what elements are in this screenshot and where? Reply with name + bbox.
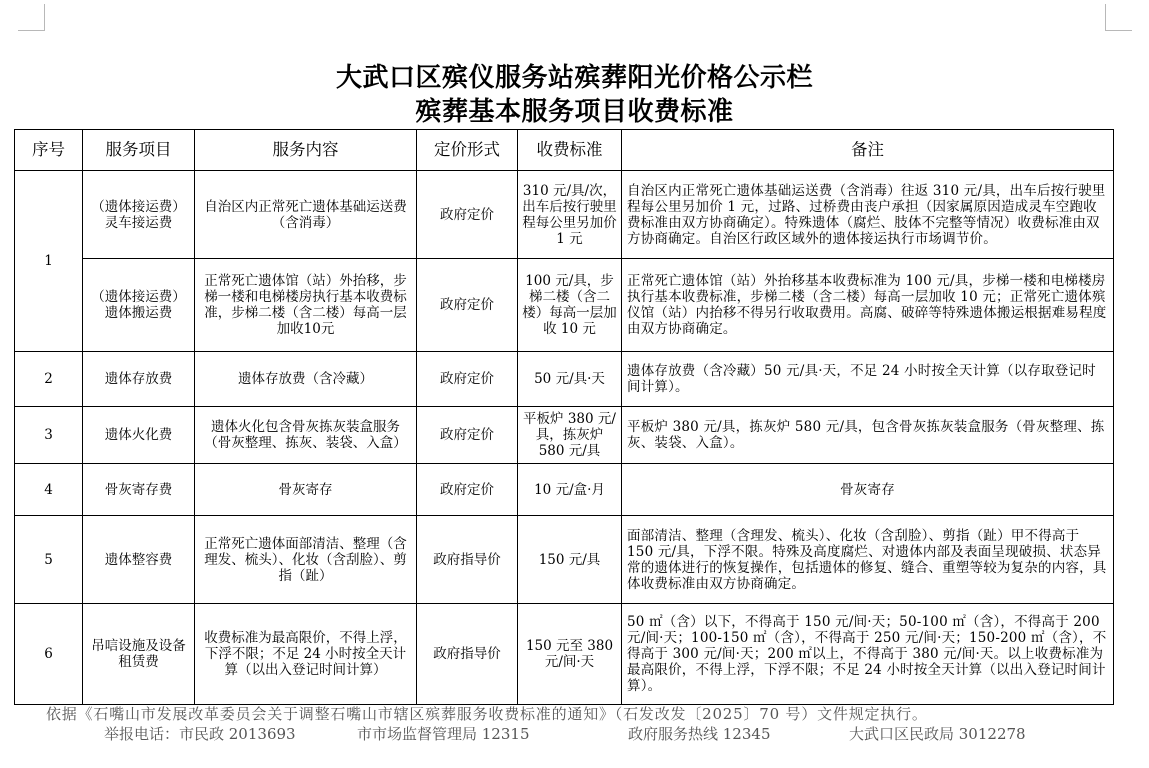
row-content: 自治区内正常死亡遗体基础运送费（含消毒） xyxy=(195,171,417,259)
row-item: 吊唁设施及设备租赁费 xyxy=(83,604,195,705)
contact-district-civil-affairs: 大武口区民政局 3012278 xyxy=(849,725,1026,743)
row-no: 6 xyxy=(15,604,83,705)
row-no: 4 xyxy=(15,464,83,516)
table-row xyxy=(15,171,1114,259)
crop-mark-top-right xyxy=(1105,4,1132,31)
contact-government-hotline: 政府服务热线 12345 xyxy=(628,725,771,743)
row-pricing: 政府指导价 xyxy=(417,516,518,604)
hotline-contacts xyxy=(104,725,1104,743)
page-subtitle: 殡葬基本服务项目收费标准 xyxy=(415,97,734,127)
row-item: 遗体火化费 xyxy=(83,407,195,464)
row-no: 3 xyxy=(15,407,83,464)
row-standard: 100 元/具，步梯二楼（含二楼）每高一层加收 10 元 xyxy=(518,259,622,352)
row-content: 遗体火化包含骨灰拣灰装盒服务（骨灰整理、拣灰、装袋、入盒） xyxy=(195,407,417,464)
row-standard: 平板炉 380 元/具，拣灰炉 580 元/具 xyxy=(518,407,622,464)
row-item: （遗体接运费）遗体搬运费 xyxy=(83,259,195,352)
row-standard: 150 元至 380 元/间·天 xyxy=(518,604,622,705)
fee-table xyxy=(14,129,1114,705)
row-remark: 面部清洁、整理（含理发、梳头）、化妆（含刮脸）、剪指（趾）甲不得高于 150 元/具，下浮不限。特殊及高度腐烂、对遗体内部及表面呈现破损、状态异常的遗体进行的恢复操作，包括遗体的修复、缝合、重塑等较为复杂的内容，具体收费标准由双方协商确定。 xyxy=(622,516,1114,604)
row-content: 正常死亡遗体面部清洁、整理（含理发、梳头）、化妆（含刮脸）、剪指（趾） xyxy=(195,516,417,604)
row-item: 遗体存放费 xyxy=(83,352,195,407)
row-content: 遗体存放费（含冷藏） xyxy=(195,352,417,407)
row-content: 正常死亡遗体馆（站）外抬移，步梯一楼和电梯楼房执行基本收费标准，步梯二楼（含二楼）每高一层加收10元 xyxy=(195,259,417,352)
row-remark: 骨灰寄存 xyxy=(622,464,1114,516)
table-header-row xyxy=(15,130,1114,171)
header-remark: 备注 xyxy=(622,130,1114,171)
row-item: （遗体接运费）灵车接运费 xyxy=(83,171,195,259)
policy-basis-note: 依据《石嘴山市发展改革委员会关于调整石嘴山市辖区殡葬服务收费标准的通知》（石发改发〔2025〕70 号）文件规定执行。 xyxy=(46,705,928,723)
row-content: 骨灰寄存 xyxy=(195,464,417,516)
table-row xyxy=(15,604,1114,705)
header-no: 序号 xyxy=(15,130,83,171)
crop-mark-top-left xyxy=(18,4,45,31)
row-content: 收费标准为最高限价，不得上浮，下浮不限；不足 24 小时按全天计算（以出入登记时间计算） xyxy=(195,604,417,705)
header-item: 服务项目 xyxy=(83,130,195,171)
row-pricing: 政府定价 xyxy=(417,171,518,259)
row-standard: 150 元/具 xyxy=(518,516,622,604)
row-pricing: 政府定价 xyxy=(417,259,518,352)
row-remark: 遗体存放费（含冷藏）50 元/具·天，不足 24 小时按全天计算（以存取登记时间计算）。 xyxy=(622,352,1114,407)
header-pricing: 定价形式 xyxy=(417,130,518,171)
row-standard: 10 元/盒·月 xyxy=(518,464,622,516)
contact-civil-affairs: 举报电话：市民政 2013693 xyxy=(104,725,296,743)
row-item: 遗体整容费 xyxy=(83,516,195,604)
contact-market-supervision: 市市场监督管理局 12315 xyxy=(357,725,530,743)
row-remark: 50 ㎡（含）以下，不得高于 150 元/间·天；50-100 ㎡（含），不得高于 200 元/间·天；100-150 ㎡（含），不得高于 250 元/间·天；150-200 ㎡（含），不得高于 300 元/间·天；200 ㎡以上，不得高于 380 元/间·天。以上收费标准为最高限价，不得上浮，下浮不限；不足 24 小时按全天计算（以出入登记时间计算）。 xyxy=(622,604,1114,705)
page-title: 大武口区殡仪服务站殡葬阳光价格公示栏 xyxy=(335,63,813,93)
row-no: 5 xyxy=(15,516,83,604)
table-row xyxy=(15,407,1114,464)
row-pricing: 政府指导价 xyxy=(417,604,518,705)
row-standard: 50 元/具·天 xyxy=(518,352,622,407)
table-row xyxy=(15,516,1114,604)
table-row xyxy=(15,352,1114,407)
row-pricing: 政府定价 xyxy=(417,407,518,464)
table-row xyxy=(15,464,1114,516)
row-pricing: 政府定价 xyxy=(417,464,518,516)
row-remark: 平板炉 380 元/具，拣灰炉 580 元/具，包含骨灰拣灰装盒服务（骨灰整理、拣灰、装袋、入盒）。 xyxy=(622,407,1114,464)
row-no: 2 xyxy=(15,352,83,407)
table-row xyxy=(15,259,1114,352)
row-no: 1 xyxy=(15,171,83,352)
row-pricing: 政府定价 xyxy=(417,352,518,407)
row-item: 骨灰寄存费 xyxy=(83,464,195,516)
row-remark: 自治区内正常死亡遗体基础运送费（含消毒）往返 310 元/具，出车后按行驶里程每公里另加价 1 元，过路、过桥费由丧户承担（因家属原因造成灵车空跑收费标准由双方协商确定）。特殊遗体（腐烂、肢体不完整等情况）收费标准由双方协商确定。自治区行政区域外的遗体接运执行市场调节价。 xyxy=(622,171,1114,259)
header-content: 服务内容 xyxy=(195,130,417,171)
row-remark: 正常死亡遗体馆（站）外抬移基本收费标准为 100 元/具，步梯一楼和电梯楼房执行基本收费标准，步梯二楼（含二楼）每高一层加收 10 元；正常死亡遗体殡仪馆（站）内抬移不得另行收取费用。高腐、破碎等特殊遗体搬运根据难易程度由双方协商确定。 xyxy=(622,259,1114,352)
row-standard: 310 元/具/次，出车后按行驶里程每公里另加价 1 元 xyxy=(518,171,622,259)
header-standard: 收费标准 xyxy=(518,130,622,171)
